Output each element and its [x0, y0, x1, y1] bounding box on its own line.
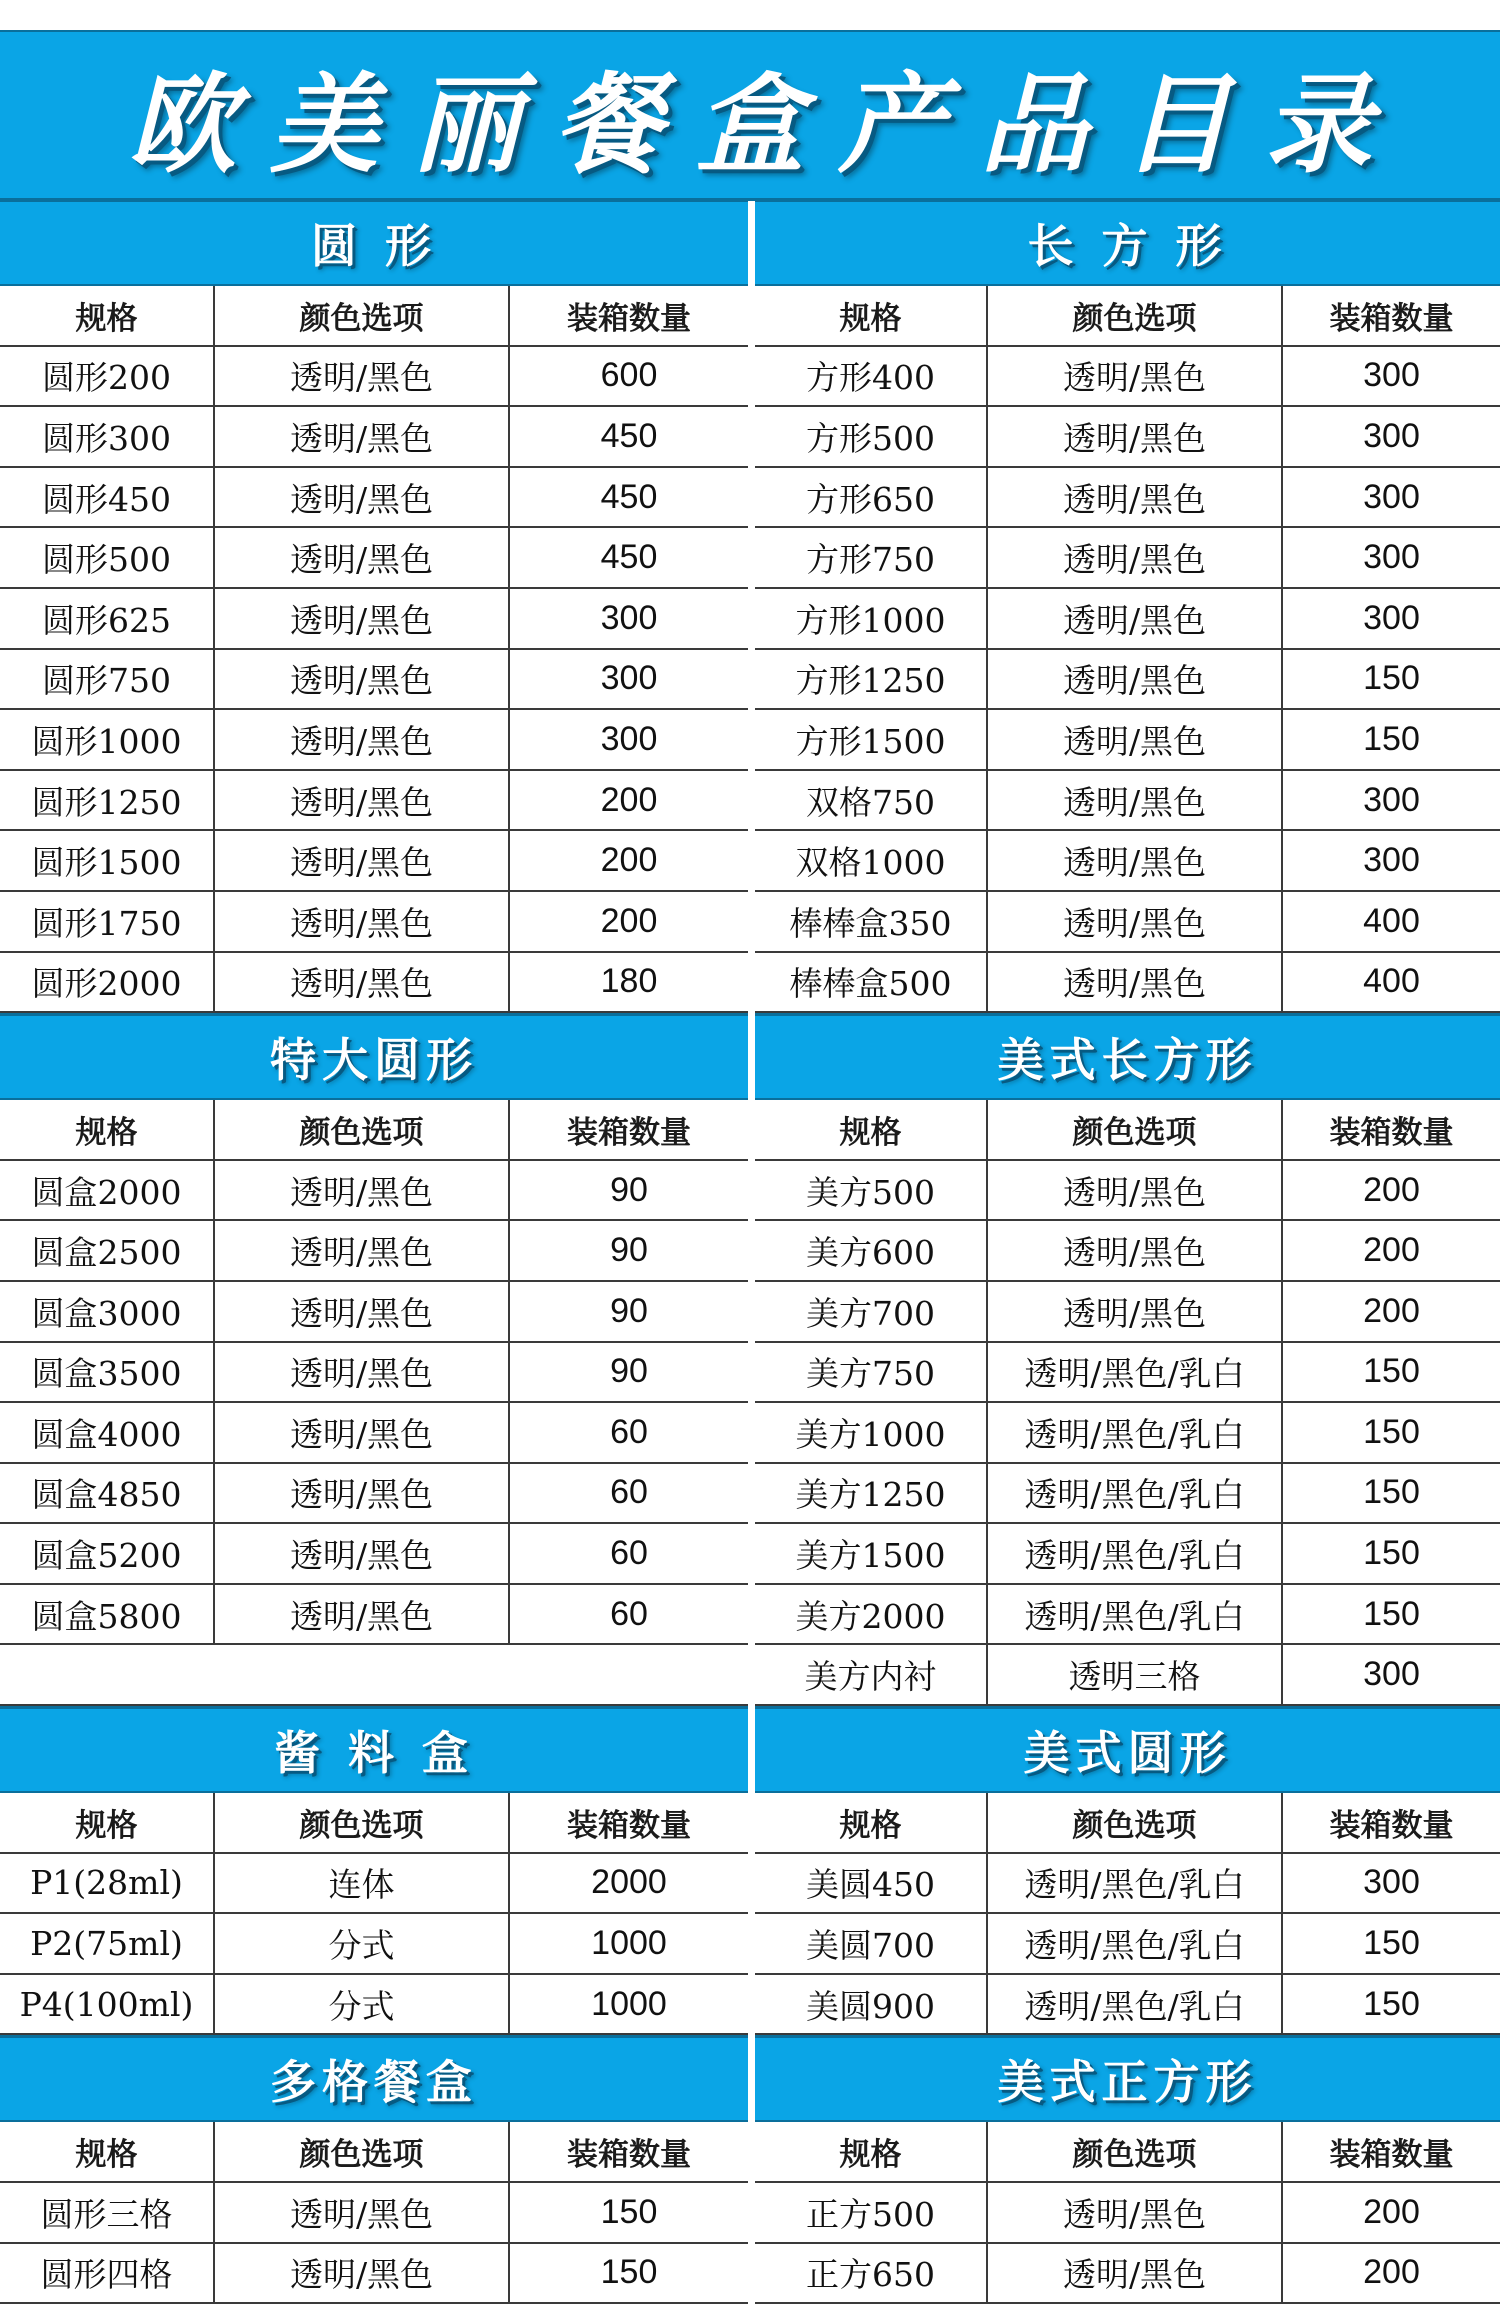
table-row: [755, 1854, 1500, 1915]
cell-spec: 方形1250: [755, 650, 988, 709]
product-section: [0, 2035, 748, 2304]
cell-spec: 圆形300: [0, 407, 215, 466]
section-title: 多格餐盒: [270, 2055, 478, 2110]
cell-qty: 200: [1363, 2253, 1420, 2292]
cell-qty: 200: [1363, 1170, 1420, 1209]
table-row: [755, 1343, 1500, 1404]
cell-color: 透明/黑色/乳白: [988, 1585, 1283, 1644]
cell-spec: 美方1500: [755, 1524, 988, 1583]
section-title: 美式长方形: [997, 1033, 1258, 1088]
cell-color: 透明/黑色: [215, 1464, 510, 1523]
cell-spec: 棒棒盒350: [755, 892, 988, 951]
table-row: [755, 831, 1500, 892]
cell-qty: 300: [1363, 598, 1420, 637]
column-header-color: 颜色选项: [988, 1793, 1283, 1852]
column-header-color: 颜色选项: [988, 1100, 1283, 1159]
table-row: [755, 1403, 1500, 1464]
cell-qty: 300: [600, 598, 658, 637]
column-header-qty: 装箱数量: [567, 1807, 691, 1844]
table-row: [0, 1403, 748, 1464]
cell-spec: 方形750: [755, 528, 988, 587]
cell-spec: 美圆450: [755, 1854, 988, 1913]
cell-color: 透明/黑色: [988, 2244, 1283, 2303]
table-row: [0, 1975, 748, 2036]
product-section: [0, 1013, 748, 1706]
table-row: [755, 1282, 1500, 1343]
table-row: [755, 1221, 1500, 1282]
table-row: [755, 347, 1500, 408]
cell-spec: 圆盒2000: [0, 1161, 215, 1220]
cell-qty: 300: [600, 659, 658, 698]
column-header-color: 颜色选项: [988, 2122, 1283, 2181]
cell-spec: 方形400: [755, 347, 988, 406]
table-row: [0, 468, 748, 529]
product-section: [755, 1706, 1500, 2035]
table-row: [755, 1914, 1500, 1975]
table-row: [755, 589, 1500, 650]
section-header: [755, 2035, 1500, 2122]
cell-color: 连体: [215, 1854, 510, 1913]
table-row: [0, 2183, 748, 2244]
cell-qty: 300: [1363, 1863, 1420, 1902]
section-title: 美式正方形: [997, 2055, 1258, 2110]
cell-qty: 300: [1363, 356, 1420, 395]
section-title: 美式圆形: [1023, 1726, 1232, 1781]
product-section: [755, 2035, 1500, 2304]
table-row: [0, 1524, 748, 1585]
cell-color: 透明/黑色: [215, 407, 510, 466]
cell-spec: 圆形三格: [0, 2183, 215, 2242]
cell-spec: 正方500: [755, 2183, 988, 2242]
cell-color: 透明/黑色: [215, 1221, 510, 1280]
cell-color: 透明/黑色: [988, 650, 1283, 709]
cell-qty: 300: [1363, 1655, 1420, 1694]
cell-color: 透明/黑色: [215, 2183, 510, 2242]
cell-qty: 200: [1363, 1231, 1420, 1270]
cell-spec: 圆盒4000: [0, 1403, 215, 1462]
table-row: [755, 1975, 1500, 2036]
cell-spec: 圆形1750: [0, 892, 215, 951]
product-section: [0, 199, 748, 1013]
cell-qty: 200: [600, 901, 658, 940]
cell-spec: 双格750: [755, 771, 988, 830]
cell-color: 透明/黑色: [988, 1282, 1283, 1341]
cell-spec: 圆盒2500: [0, 1221, 215, 1280]
table-row: [0, 347, 748, 408]
table-row: [0, 1221, 748, 1282]
cell-qty: 150: [1363, 1924, 1420, 1963]
section-header: [755, 199, 1500, 286]
cell-qty: 60: [610, 1594, 648, 1633]
table-row: [0, 1161, 748, 1222]
table-row: [0, 2244, 748, 2305]
product-section: [755, 199, 1500, 1013]
cell-qty: 450: [600, 477, 658, 516]
column-header-row: [0, 286, 748, 347]
table-row: [755, 710, 1500, 771]
cell-color: 透明/黑色: [988, 953, 1283, 1012]
section-title: 酱 料 盒: [273, 1726, 475, 1781]
table-row: [0, 1464, 748, 1525]
column-header-spec: 规格: [755, 1100, 988, 1159]
cell-qty: 600: [600, 356, 658, 395]
cell-spec: 圆形625: [0, 589, 215, 648]
blank-row: [0, 1645, 748, 1706]
cell-qty: 300: [1363, 538, 1420, 577]
column-header-spec: 规格: [0, 1793, 215, 1852]
cell-spec: 美方750: [755, 1343, 988, 1402]
table-row: [755, 771, 1500, 832]
product-section: [0, 1706, 748, 2035]
cell-color: 透明/黑色: [988, 528, 1283, 587]
cell-qty: 150: [600, 2253, 658, 2292]
cell-spec: P4(100ml): [0, 1975, 215, 2034]
cell-qty: 1000: [591, 1984, 667, 2023]
cell-qty: 450: [600, 416, 658, 455]
cell-color: 透明/黑色/乳白: [988, 1403, 1283, 1462]
column-header-spec: 规格: [755, 286, 988, 345]
column-header-row: [755, 2122, 1500, 2183]
cell-spec: 圆盒4850: [0, 1464, 215, 1523]
cell-qty: 150: [1363, 1534, 1420, 1573]
table-row: [755, 2183, 1500, 2244]
cell-color: 透明/黑色: [215, 2244, 510, 2303]
cell-qty: 300: [1363, 841, 1420, 880]
column-header-color: 颜色选项: [215, 1793, 510, 1852]
column-header-row: [0, 2122, 748, 2183]
right-column: [755, 199, 1500, 2304]
cell-spec: 圆形1000: [0, 710, 215, 769]
column-header-color: 颜色选项: [215, 1100, 510, 1159]
cell-color: 透明/黑色: [215, 831, 510, 890]
cell-spec: 圆形450: [0, 468, 215, 527]
cell-spec: 美方内衬: [755, 1645, 988, 1704]
column-header-qty: 装箱数量: [1329, 1114, 1454, 1151]
cell-qty: 150: [1363, 719, 1420, 758]
section-title: 圆 形: [310, 219, 437, 273]
column-header-color: 颜色选项: [988, 286, 1283, 345]
table-row: [755, 1464, 1500, 1525]
page-title: 欧美丽餐盒产品目录: [127, 61, 1406, 188]
cell-qty: 150: [1363, 1352, 1420, 1391]
cell-qty: 150: [1363, 1412, 1420, 1451]
cell-qty: 150: [1363, 1984, 1420, 2023]
cell-qty: 90: [610, 1352, 648, 1391]
cell-spec: 圆形四格: [0, 2244, 215, 2303]
cell-color: 透明/黑色/乳白: [988, 1464, 1283, 1523]
cell-color: 透明/黑色: [215, 1585, 510, 1644]
cell-qty: 300: [600, 719, 658, 758]
cell-color: 透明/黑色: [215, 771, 510, 830]
cell-qty: 150: [600, 2192, 658, 2231]
section-title: 特大圆形: [270, 1033, 478, 1088]
cell-color: 透明/黑色/乳白: [988, 1854, 1283, 1913]
table-row: [0, 1282, 748, 1343]
column-header-row: [755, 1100, 1500, 1161]
table-row: [755, 1645, 1500, 1706]
table-row: [755, 407, 1500, 468]
column-header-spec: 规格: [755, 2122, 988, 2181]
cell-color: 透明/黑色: [215, 650, 510, 709]
cell-color: 透明/黑色: [215, 892, 510, 951]
cell-color: 透明/黑色/乳白: [988, 1914, 1283, 1973]
table-row: [0, 1585, 748, 1646]
table-row: [755, 953, 1500, 1014]
section-header: [755, 1706, 1500, 1793]
cell-color: 透明/黑色: [215, 953, 510, 1012]
column-header-row: [755, 286, 1500, 347]
cell-color: 透明/黑色: [988, 2183, 1283, 2242]
table-row: [755, 892, 1500, 953]
table-row: [0, 771, 748, 832]
cell-spec: 双格1000: [755, 831, 988, 890]
cell-spec: 方形650: [755, 468, 988, 527]
cell-color: 透明/黑色: [215, 347, 510, 406]
column-header-spec: 规格: [755, 1793, 988, 1852]
section-header: [0, 199, 748, 286]
cell-color: 透明/黑色: [988, 892, 1283, 951]
table-row: [755, 528, 1500, 589]
column-header-color: 颜色选项: [215, 2122, 510, 2181]
cell-qty: 200: [1363, 2192, 1420, 2231]
table-row: [755, 2244, 1500, 2305]
cell-spec: 圆形1250: [0, 771, 215, 830]
table-row: [755, 1585, 1500, 1646]
cell-color: 透明/黑色: [988, 468, 1283, 527]
cell-qty: 450: [600, 538, 658, 577]
cell-color: 透明三格: [988, 1645, 1283, 1704]
cell-spec: 方形500: [755, 407, 988, 466]
section-header: [0, 2035, 748, 2122]
table-row: [0, 892, 748, 953]
cell-spec: 美方600: [755, 1221, 988, 1280]
cell-color: 透明/黑色: [215, 528, 510, 587]
cell-color: 透明/黑色: [988, 1221, 1283, 1280]
column-header-spec: 规格: [0, 286, 215, 345]
cell-color: 透明/黑色/乳白: [988, 1975, 1283, 2034]
table-row: [0, 953, 748, 1014]
cell-color: 透明/黑色: [988, 710, 1283, 769]
cell-color: 透明/黑色: [215, 589, 510, 648]
cell-qty: 200: [600, 841, 658, 880]
cell-color: 透明/黑色: [215, 1343, 510, 1402]
cell-spec: 圆盒3000: [0, 1282, 215, 1341]
cell-color: 透明/黑色: [215, 1524, 510, 1583]
cell-spec: P2(75ml): [0, 1914, 215, 1973]
cell-color: 透明/黑色: [215, 1282, 510, 1341]
cell-color: 透明/黑色/乳白: [988, 1524, 1283, 1583]
cell-spec: 圆形500: [0, 528, 215, 587]
cell-spec: P1(28ml): [0, 1854, 215, 1913]
cell-spec: 圆盒5200: [0, 1524, 215, 1583]
section-header: [0, 1013, 748, 1100]
cell-qty: 60: [610, 1473, 648, 1512]
table-row: [0, 710, 748, 771]
table-row: [0, 407, 748, 468]
table-row: [0, 650, 748, 711]
cell-qty: 300: [1363, 416, 1420, 455]
column-header-qty: 装箱数量: [567, 1114, 691, 1151]
cell-color: 透明/黑色: [988, 407, 1283, 466]
cell-spec: 美圆900: [755, 1975, 988, 2034]
cell-qty: 150: [1363, 1473, 1420, 1512]
cell-qty: 60: [610, 1534, 648, 1573]
table-row: [0, 1914, 748, 1975]
table-row: [755, 1161, 1500, 1222]
cell-spec: 美方1000: [755, 1403, 988, 1462]
cell-spec: 美圆700: [755, 1914, 988, 1973]
column-header-color: 颜色选项: [215, 286, 510, 345]
cell-qty: 180: [600, 962, 658, 1001]
cell-spec: 圆盒3500: [0, 1343, 215, 1402]
cell-color: 透明/黑色: [215, 468, 510, 527]
cell-qty: 300: [1363, 780, 1420, 819]
cell-spec: 圆形750: [0, 650, 215, 709]
cell-qty: 200: [1363, 1291, 1420, 1330]
cell-qty: 2000: [591, 1863, 667, 1902]
cell-spec: 圆形2000: [0, 953, 215, 1012]
blank-cell: [0, 1645, 748, 1704]
column-header-qty: 装箱数量: [1329, 2137, 1454, 2174]
cell-color: 透明/黑色: [988, 771, 1283, 830]
cell-color: 分式: [215, 1914, 510, 1973]
cell-spec: 正方650: [755, 2244, 988, 2303]
section-title: 长 方 形: [1027, 219, 1228, 273]
cell-color: 分式: [215, 1975, 510, 2034]
column-header-row: [0, 1100, 748, 1161]
section-header: [755, 1013, 1500, 1100]
column-header-spec: 规格: [0, 2122, 215, 2181]
table-row: [0, 1343, 748, 1404]
table-row: [0, 831, 748, 892]
cell-qty: 90: [610, 1231, 648, 1270]
cell-qty: 60: [610, 1412, 648, 1451]
table-row: [0, 589, 748, 650]
cell-color: 透明/黑色: [215, 710, 510, 769]
column-header-qty: 装箱数量: [1329, 300, 1454, 337]
cell-spec: 方形1500: [755, 710, 988, 769]
cell-qty: 200: [600, 780, 658, 819]
column-header-row: [0, 1793, 748, 1854]
cell-spec: 美方2000: [755, 1585, 988, 1644]
catalog-banner: [0, 30, 1500, 201]
cell-color: 透明/黑色: [988, 831, 1283, 890]
cell-qty: 90: [610, 1170, 648, 1209]
cell-qty: 150: [1363, 659, 1420, 698]
cell-qty: 150: [1363, 1594, 1420, 1633]
cell-color: 透明/黑色: [215, 1161, 510, 1220]
table-row: [0, 528, 748, 589]
cell-color: 透明/黑色: [988, 589, 1283, 648]
column-header-qty: 装箱数量: [567, 300, 691, 337]
table-row: [755, 650, 1500, 711]
cell-spec: 棒棒盒500: [755, 953, 988, 1012]
cell-spec: 美方1250: [755, 1464, 988, 1523]
cell-color: 透明/黑色/乳白: [988, 1343, 1283, 1402]
cell-color: 透明/黑色: [988, 347, 1283, 406]
cell-qty: 90: [610, 1291, 648, 1330]
cell-color: 透明/黑色: [988, 1161, 1283, 1220]
cell-spec: 方形1000: [755, 589, 988, 648]
cell-spec: 美方500: [755, 1161, 988, 1220]
cell-spec: 圆形1500: [0, 831, 215, 890]
left-column: [0, 199, 748, 2304]
cell-spec: 美方700: [755, 1282, 988, 1341]
table-row: [755, 468, 1500, 529]
cell-spec: 圆盒5800: [0, 1585, 215, 1644]
column-header-row: [755, 1793, 1500, 1854]
table-row: [755, 1524, 1500, 1585]
cell-qty: 300: [1363, 477, 1420, 516]
column-header-spec: 规格: [0, 1100, 215, 1159]
cell-qty: 1000: [591, 1924, 667, 1963]
column-header-qty: 装箱数量: [1329, 1807, 1454, 1844]
cell-color: 透明/黑色: [215, 1403, 510, 1462]
column-header-qty: 装箱数量: [567, 2137, 691, 2174]
product-section: [755, 1013, 1500, 1706]
section-header: [0, 1706, 748, 1793]
cell-spec: 圆形200: [0, 347, 215, 406]
cell-qty: 400: [1363, 901, 1420, 940]
table-row: [0, 1854, 748, 1915]
cell-qty: 400: [1363, 962, 1420, 1001]
